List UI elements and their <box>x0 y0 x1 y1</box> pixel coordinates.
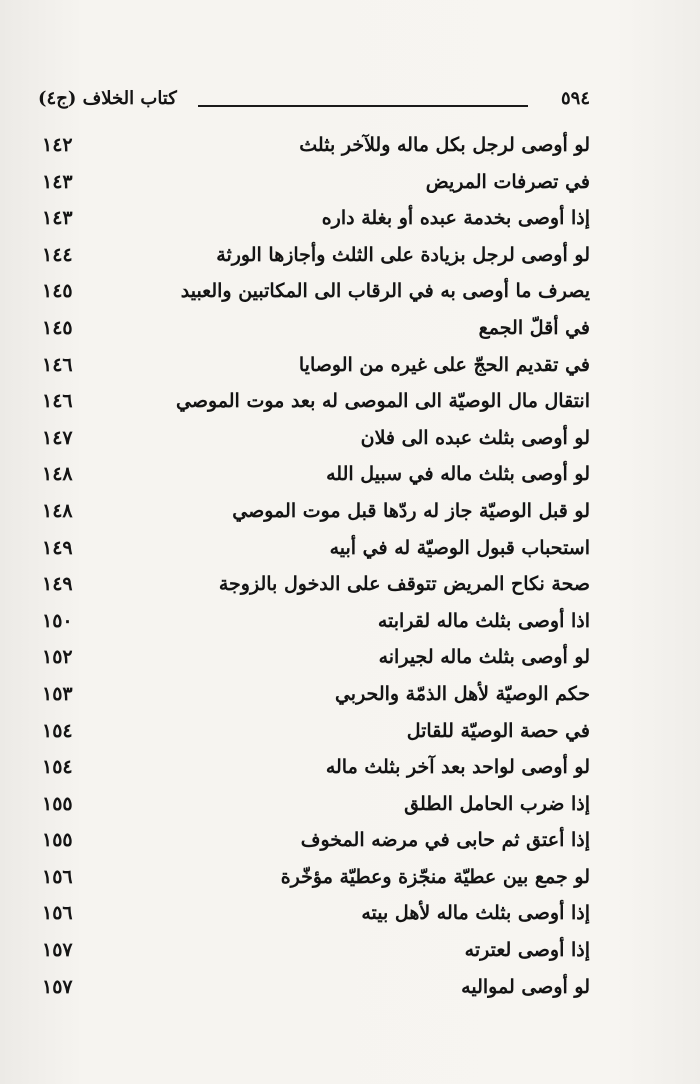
entry-page-number: ١٥٥ <box>42 829 73 852</box>
toc-entry <box>38 201 590 238</box>
toc-entry <box>38 128 590 165</box>
entry-page-number: ١٥٤ <box>42 719 73 742</box>
book-title: كتاب الخلاف (ج٤) <box>38 88 177 109</box>
entry-page-number: ١٤٢ <box>42 134 73 156</box>
entry-title: لو أوصى لواحد بعد آخر بثلث ماله <box>325 756 590 779</box>
entry-page-number: ١٤٥ <box>42 280 73 303</box>
entry-title: في تقديم الحجّ على غيره من الوصايا <box>298 353 590 376</box>
entry-title: في حصة الوصيّة للقاتل <box>406 719 590 742</box>
entry-title: انتقال مال الوصيّة الى الموصى له بعد موت الموصي <box>176 390 590 413</box>
page-number: ٥٩٤ <box>560 88 590 109</box>
entry-page-number: ١٤٧ <box>42 426 73 449</box>
entry-title: إذا ضرب الحامل الطلق <box>404 792 590 815</box>
toc-entry <box>38 970 590 1007</box>
toc-entry <box>38 860 590 897</box>
entry-title: صحة نكاح المريض تتوقف على الدخول بالزوجة <box>218 573 590 596</box>
entry-page-number: ١٥٧ <box>42 939 73 962</box>
toc-entry <box>38 933 590 970</box>
toc-entry <box>38 238 590 275</box>
entry-page-number: ١٤٨ <box>42 499 73 522</box>
toc-entry <box>38 787 590 824</box>
entry-page-number: ١٤٤ <box>42 243 73 266</box>
entry-page-number: ١٤٥ <box>42 316 73 339</box>
toc-entry <box>38 896 590 933</box>
entry-title: اذا أوصى بثلث ماله لقرابته <box>377 609 590 632</box>
entry-page-number: ١٤٩ <box>42 573 73 596</box>
entry-title: لو جمع بين عطيّة منجّزة وعطيّة مؤخّرة <box>280 865 590 888</box>
page-header <box>38 86 590 118</box>
toc-entry <box>38 567 590 604</box>
entry-title: لو أوصى بثلث ماله لجيرانه <box>378 646 590 669</box>
toc-entry <box>38 348 590 385</box>
entry-title: في أقلّ الجمع <box>478 316 590 339</box>
entry-title: لو أوصى لرجل بكل ماله وللآخر بثلث <box>299 134 590 156</box>
toc-entry <box>38 165 590 202</box>
toc-entry <box>38 750 590 787</box>
entry-title: لو قبل الوصيّة جاز له ردّها قبل موت الموصي <box>232 499 590 522</box>
entry-title: إذا أعتق ثم حابى في مرضه المخوف <box>300 829 590 852</box>
entry-page-number: ١٥٥ <box>42 792 73 815</box>
toc-entry <box>38 640 590 677</box>
entry-page-number: ١٤٣ <box>42 170 73 193</box>
entry-page-number: ١٥٧ <box>42 975 73 998</box>
entry-page-number: ١٥٠ <box>42 609 73 632</box>
entry-title: إذا أوصى بخدمة عبده أو بغلة داره <box>321 207 590 230</box>
header-rule <box>198 105 528 107</box>
entry-page-number: ١٥٦ <box>42 902 73 925</box>
entry-title: استحباب قبول الوصيّة له في أبيه <box>329 536 590 559</box>
entry-title: إذا أوصى بثلث ماله لأهل بيته <box>361 902 590 925</box>
entry-page-number: ١٥٦ <box>42 865 73 888</box>
entry-page-number: ١٤٦ <box>42 353 73 376</box>
toc-entry <box>38 274 590 311</box>
entry-page-number: ١٥٤ <box>42 756 73 779</box>
entry-page-number: ١٤٦ <box>42 390 73 413</box>
entry-page-number: ١٤٣ <box>42 207 73 230</box>
entry-page-number: ١٤٩ <box>42 536 73 559</box>
toc-entry <box>38 457 590 494</box>
entry-title: في تصرفات المريض <box>425 170 590 193</box>
entry-page-number: ١٤٨ <box>42 463 73 486</box>
toc-entry <box>38 384 590 421</box>
entry-title: يصرف ما أوصى به في الرقاب الى المكاتبين والعبيد <box>180 280 590 303</box>
toc-entry <box>38 494 590 531</box>
toc-entry <box>38 677 590 714</box>
toc-entry <box>38 714 590 751</box>
entry-title: لو أوصى بثلث ماله في سبيل الله <box>326 463 590 486</box>
entry-title: إذا أوصى لعترته <box>464 939 590 962</box>
entry-page-number: ١٥٢ <box>42 646 73 669</box>
entry-title: لو أوصى لمواليه <box>461 975 590 998</box>
table-of-contents <box>38 128 590 1006</box>
toc-entry <box>38 823 590 860</box>
toc-entry <box>38 421 590 458</box>
entry-page-number: ١٥٣ <box>42 682 73 705</box>
entry-title: حكم الوصيّة لأهل الذمّة والحربي <box>334 682 590 705</box>
toc-entry <box>38 531 590 568</box>
entry-title: لو أوصى بثلث عبده الى فلان <box>360 426 590 449</box>
toc-entry <box>38 604 590 641</box>
toc-entry <box>38 311 590 348</box>
entry-title: لو أوصى لرجل بزيادة على الثلث وأجازها الورثة <box>216 243 590 266</box>
